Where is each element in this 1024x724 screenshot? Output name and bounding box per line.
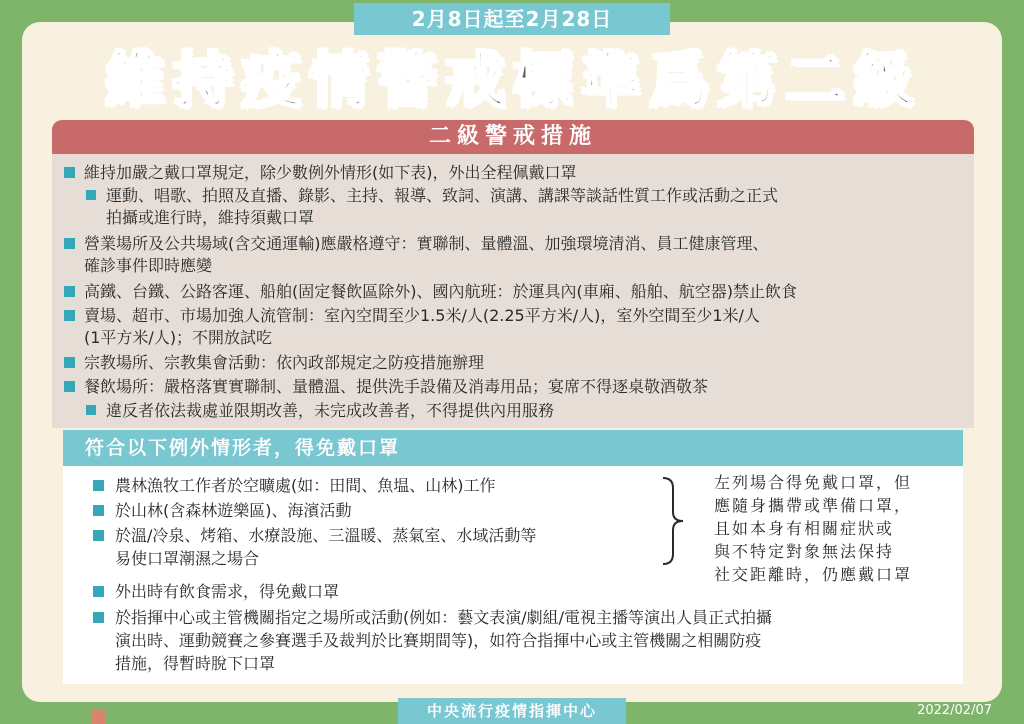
measures-heading: 二級警戒措施 [52,120,974,154]
measure-text: 違反者依法裁處並限期改善，未完成改善者，不得提供內用服務 [106,401,555,420]
exemption-text: 於指揮中心或主管機關指定之場所或活動(例如：藝文表演/劇組/電視主播等演出人員正式拍攝 [115,608,773,627]
square-bullet-icon [86,405,96,415]
exemption-text: 外出時有飲食需求，得免戴口罩 [115,582,340,601]
measure-text: 高鐵、台鐵、公路客運、船舶(固定餐飲區除外)、國內航班：於運具內(車廂、船舶、航空器)禁止飲食 [84,282,797,301]
square-bullet-icon [64,310,75,321]
exemption-text: 易使口罩潮濕之場合 [115,549,260,568]
note-line: 與不特定對象無法保持 [714,542,895,561]
exemption-text: 措施，得暫時脫下口罩 [115,654,276,673]
exemption-text: 農林漁牧工作者於空曠處(如：田間、魚塭、山林)工作 [115,476,496,495]
measure-text: 營業場所及公共場域(含交通運輸)應嚴格遵守：實聯制、量體溫、加強環境清消、員工健康管理、 [84,234,769,253]
exemption-text: 演出時、運動競賽之參賽選手及裁判於比賽期間等)，如符合指揮中心或主管機關之相關防疫 [115,631,762,650]
right-brace-icon [659,476,689,566]
measure-text: 宗教場所、宗教集會活動：依內政部規定之防疫措施辦理 [84,353,485,372]
measure-text: 確診事件即時應變 [84,256,213,275]
corner-decoration [92,710,106,724]
square-bullet-icon [93,530,104,541]
measure-text: 運動、唱歌、拍照及直播、錄影、主持、報導、致詞、演講、講課等談話性質工作或活動之正式 [106,186,779,205]
square-bullet-icon [93,505,104,516]
square-bullet-icon [64,381,75,392]
measures-list [52,154,974,428]
footer-org: 中央流行疫情指揮中心 [398,698,626,724]
note-line: 且如本身有相關症狀或 [714,519,895,538]
page-title: 維持疫情警戒標準爲第二級 [105,46,921,116]
note-line: 社交距離時，仍應戴口罩 [714,565,913,584]
date-range-tag: 2月8日起至2月28日 [354,3,670,35]
square-bullet-icon [93,586,104,597]
measure-text: 拍攝或進行時，維持須戴口罩 [106,208,315,227]
square-bullet-icon [64,238,75,249]
measure-text: (1平方米/人)；不開放試吃 [84,328,273,347]
measure-text: 維持加嚴之戴口罩規定，除少數例外情形(如下表)，外出全程佩戴口罩 [84,163,577,182]
square-bullet-icon [64,286,75,297]
measure-text: 餐飲場所：嚴格落實實聯制、量體溫、提供洗手設備及消毒用品；宴席不得逐桌敬酒敬茶 [84,377,709,396]
exemption-text: 於溫/冷泉、烤箱、水療設施、三溫暖、蒸氣室、水域活動等 [115,526,537,545]
square-bullet-icon [64,357,75,368]
exemption-text: 於山林(含森林遊樂區)、海濱活動 [115,501,352,520]
square-bullet-icon [93,480,104,491]
measure-text: 賣場、超市、市場加強人流管制：室內空間至少1.5米/人(2.25平方米/人)，室外空間至少1米/人 [84,306,760,325]
square-bullet-icon [64,167,75,178]
square-bullet-icon [93,612,104,623]
footer-date: 2022/02/07 [917,703,992,718]
note-line: 應隨身攜帶或準備口罩， [714,496,913,515]
exemptions-heading: 符合以下例外情形者，得免戴口罩 [63,430,963,466]
square-bullet-icon [86,190,96,200]
note-line: 左列場合得免戴口罩，但 [714,473,913,492]
exemption-note [714,471,944,586]
